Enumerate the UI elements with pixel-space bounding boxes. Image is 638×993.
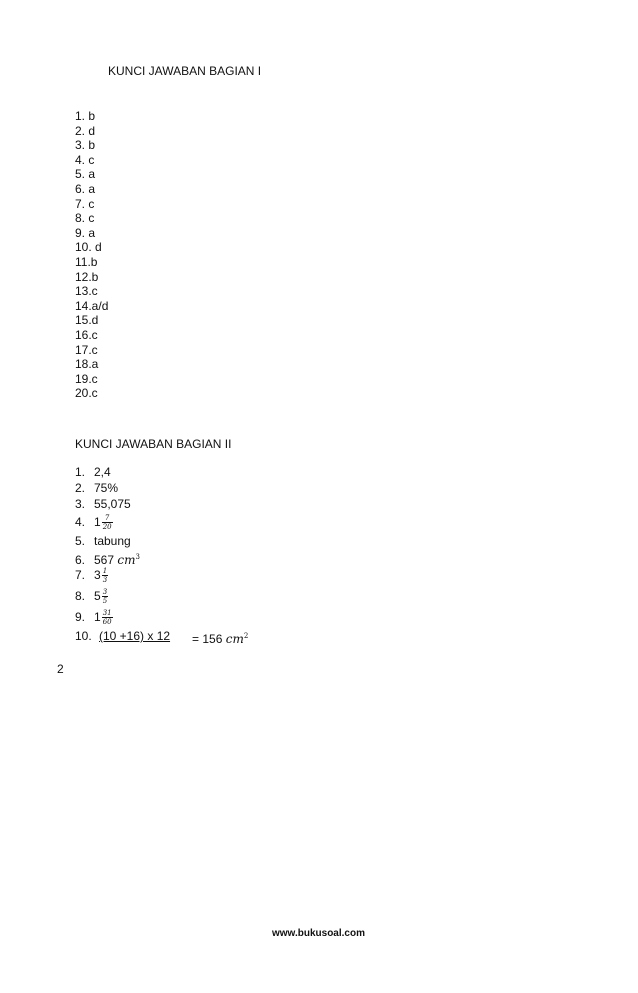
- list-item: [75, 496, 170, 512]
- list-item: 12.b: [75, 269, 99, 284]
- fraction-denominator: 5: [102, 597, 108, 606]
- fraction: [102, 567, 108, 584]
- fraction: [102, 609, 113, 626]
- fraction-numerator: 3: [102, 588, 108, 597]
- list-item: 13.c: [75, 284, 98, 299]
- unit-exponent: 3: [135, 553, 140, 561]
- list-item: 11.b: [75, 254, 98, 269]
- unit: [226, 632, 249, 646]
- list-item: [75, 464, 170, 480]
- answer-text: 75%: [94, 481, 119, 495]
- section-2-answer-list: [75, 464, 249, 646]
- unit-exponent: 2: [243, 632, 249, 640]
- fraction-denominator: 20: [102, 523, 112, 532]
- result-value: = 156: [192, 632, 223, 646]
- item-number: 2.: [75, 481, 86, 495]
- fraction-denominator: 3: [102, 576, 108, 585]
- mixed-number-whole: 1: [94, 610, 101, 624]
- list-item: 14.a/d: [75, 298, 109, 313]
- list-item: [75, 480, 170, 496]
- result: [192, 628, 248, 647]
- item-number: 8.: [75, 589, 86, 603]
- mixed-number-whole: 3: [94, 568, 101, 582]
- list-item: 7. c: [75, 196, 95, 211]
- list-item: 6. a: [75, 181, 96, 196]
- item-number: 7.: [75, 568, 86, 582]
- unit-symbol: cm: [225, 632, 244, 646]
- item-number: 6.: [75, 553, 86, 567]
- item-number: 3.: [75, 497, 86, 511]
- section-1-title: KUNCI JAWABAN BAGIAN I: [108, 64, 262, 78]
- list-item: [75, 533, 170, 549]
- mixed-number-whole: 1: [94, 515, 101, 529]
- list-item: [75, 512, 170, 533]
- answer-text: 567: [94, 553, 115, 567]
- list-item: 2. d: [75, 123, 96, 138]
- footer-url: www.bukusoal.com: [272, 928, 365, 939]
- list-item: [75, 586, 170, 607]
- list-item: 1. b: [75, 109, 96, 123]
- list-item: [75, 607, 170, 628]
- fraction: [102, 588, 108, 605]
- answer-text: tabung: [94, 534, 131, 548]
- expression: (10 +16) x 12: [99, 629, 171, 643]
- list-item: 20.c: [75, 386, 98, 401]
- list-item: [75, 628, 249, 646]
- list-item: 8. c: [75, 211, 95, 226]
- mixed-number-whole: 5: [94, 589, 101, 603]
- list-item: 3. b: [75, 138, 96, 153]
- item-number: 4.: [75, 515, 86, 529]
- list-item: [75, 549, 170, 565]
- item-number: 1.: [75, 465, 86, 479]
- answer-text: 2,4: [94, 465, 111, 479]
- fraction-denominator: 60: [102, 618, 112, 627]
- item-number: 5.: [75, 534, 86, 548]
- list-item: 10. d: [75, 240, 102, 255]
- expression-denominator: 2: [57, 662, 64, 676]
- answer-text: 55,075: [94, 497, 131, 511]
- item-number: 10.: [75, 629, 92, 643]
- list-item: 4. c: [75, 152, 95, 167]
- section-1-answer-list: [75, 109, 108, 401]
- list-item: 9. a: [75, 225, 96, 240]
- item-number: 9.: [75, 610, 86, 624]
- list-item: 15.d: [75, 313, 99, 328]
- list-item: [75, 565, 170, 586]
- section-2-title: KUNCI JAWABAN BAGIAN II: [75, 437, 232, 451]
- fraction-numerator: 7: [102, 514, 113, 523]
- fraction-numerator: 1: [102, 567, 108, 576]
- list-item: 17.c: [75, 342, 98, 357]
- unit-symbol: cm: [117, 553, 136, 567]
- list-item: 19.c: [75, 371, 98, 386]
- list-item: 18.a: [75, 357, 99, 372]
- fraction-numerator: 31: [102, 609, 112, 618]
- list-item: 16.c: [75, 327, 98, 342]
- list-item: 5. a: [75, 167, 96, 182]
- fraction: [102, 514, 113, 531]
